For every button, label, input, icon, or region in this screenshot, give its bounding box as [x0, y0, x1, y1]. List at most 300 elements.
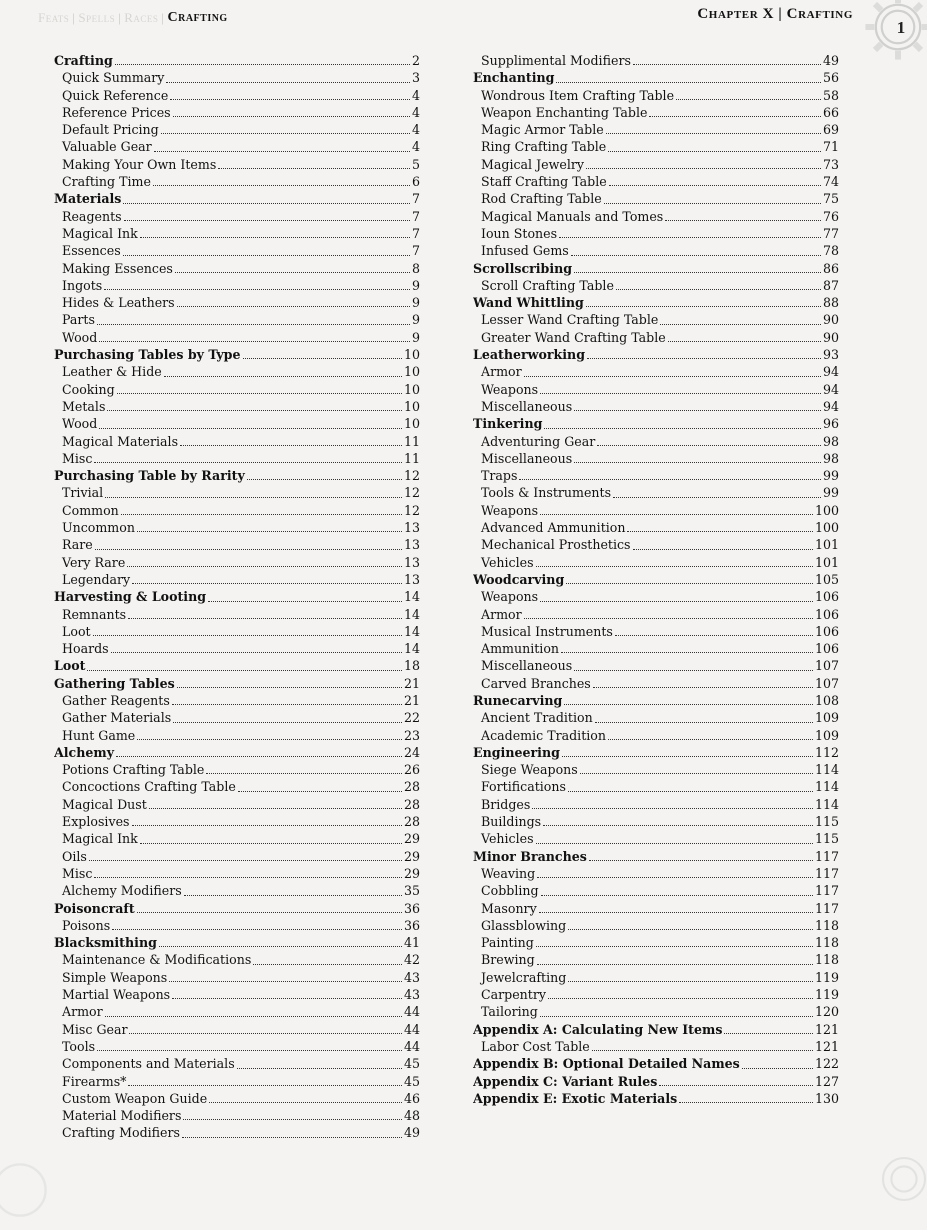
toc-entry-fortifications[interactable] [473, 778, 839, 795]
toc-entry-reagents[interactable] [54, 208, 420, 225]
toc-entry-explosives[interactable] [54, 813, 420, 830]
dot-leader [586, 306, 821, 307]
toc-entry-page: 101 [814, 554, 839, 570]
toc-entry-page: 23 [403, 727, 420, 743]
toc-entry-page: 127 [814, 1073, 839, 1089]
toc-entry-wondrous-item-crafting-table[interactable] [473, 87, 839, 104]
toc-entry-title: Misc [62, 450, 93, 466]
toc-entry-title: Blacksmithing [54, 935, 157, 951]
toc-entry-title: Loot [62, 623, 91, 639]
nav-separator: | [161, 10, 165, 25]
toc-entry-page: 46 [403, 1090, 420, 1106]
dot-leader [99, 428, 402, 429]
toc-entry-page: 10 [403, 398, 420, 414]
toc-entry-tools-instruments[interactable] [473, 484, 839, 501]
toc-entry-infused-gems[interactable] [473, 242, 839, 259]
toc-entry-rare[interactable] [54, 536, 420, 553]
dot-leader [604, 203, 821, 204]
toc-column-right [473, 52, 839, 1107]
toc-entry-page: 106 [814, 589, 839, 605]
dot-leader [589, 860, 813, 861]
toc-entry-jewelcrafting[interactable] [473, 969, 839, 986]
toc-entry-page: 9 [411, 329, 420, 345]
dot-leader [129, 1033, 401, 1034]
toc-entry-title: Fortifications [481, 779, 566, 795]
dot-leader [540, 1016, 813, 1017]
toc-entry-title: Advanced Ammunition [481, 520, 626, 536]
toc-entry-magical-ink[interactable] [54, 225, 420, 242]
toc-entry-page: 3 [411, 70, 420, 86]
toc-entry-title: Explosives [62, 814, 130, 830]
toc-entry-page: 41 [403, 935, 420, 951]
toc-entry-page: 105 [814, 571, 839, 587]
toc-entry-poisoncraft[interactable] [54, 900, 420, 917]
toc-entry-ancient-tradition[interactable] [473, 709, 839, 726]
toc-entry-vehicles[interactable] [473, 830, 839, 847]
nav-item-crafting[interactable]: Crafting [167, 10, 228, 25]
chapter-title: Chapter X | Crafting [697, 6, 853, 22]
toc-entry-page: 99 [822, 485, 839, 501]
toc-entry-armor[interactable] [54, 1003, 420, 1020]
toc-entry-ingots[interactable] [54, 277, 420, 294]
toc-entry-title: Rare [62, 537, 93, 553]
toc-entry-title: Purchasing Tables by Type [54, 347, 241, 363]
dot-leader [544, 428, 821, 429]
toc-entry-appendix-c-variant-rules[interactable] [473, 1073, 839, 1090]
toc-entry-page: 118 [814, 917, 839, 933]
toc-entry-tinkering[interactable] [473, 415, 839, 432]
nav-separator: | [72, 10, 76, 25]
toc-entry-adventuring-gear[interactable] [473, 433, 839, 450]
toc-entry-crafting-modifiers[interactable] [54, 1124, 420, 1141]
toc-entry-page: 36 [403, 917, 420, 933]
dot-leader [137, 912, 402, 913]
dot-leader [536, 843, 813, 844]
toc-entry-loot[interactable] [54, 623, 420, 640]
toc-entry-carpentry[interactable] [473, 986, 839, 1003]
toc-entry-miscellaneous[interactable] [473, 398, 839, 415]
toc-entry-wood[interactable] [54, 415, 420, 432]
toc-entry-tools[interactable] [54, 1038, 420, 1055]
toc-entry-title: Vehicles [481, 831, 534, 847]
toc-entry-page: 2 [411, 53, 420, 68]
toc-entry-page: 28 [403, 796, 420, 812]
toc-entry-title: Miscellaneous [481, 658, 573, 674]
dot-leader [137, 739, 402, 740]
toc-entry-appendix-b-optional-detailed-names[interactable] [473, 1055, 839, 1072]
toc-entry-crafting[interactable] [54, 52, 420, 69]
toc-entry-title: Carved Branches [481, 675, 591, 691]
toc-entry-enchanting[interactable] [473, 69, 839, 86]
dot-leader [140, 843, 402, 844]
dot-leader [104, 289, 410, 290]
toc-entry-potions-crafting-table[interactable] [54, 761, 420, 778]
toc-entry-magical-dust[interactable] [54, 796, 420, 813]
toc-entry-page: 109 [814, 710, 839, 726]
toc-entry-title: Mechanical Prosthetics [481, 537, 631, 553]
toc-entry-gathering-tables[interactable] [54, 675, 420, 692]
toc-entry-title: Reagents [62, 208, 122, 224]
toc-entry-title: Making Essences [62, 260, 173, 276]
toc-entry-wood[interactable] [54, 329, 420, 346]
toc-entry-rod-crafting-table[interactable] [473, 190, 839, 207]
dot-leader [540, 514, 813, 515]
nav-item-feats[interactable]: Feats [38, 10, 70, 25]
toc-entry-runecarving[interactable] [473, 692, 839, 709]
toc-entry-title: Siege Weapons [481, 762, 578, 778]
toc-entry-buildings[interactable] [473, 813, 839, 830]
toc-entry-materials[interactable] [54, 190, 420, 207]
toc-entry-page: 35 [403, 883, 420, 899]
toc-entry-title: Cooking [62, 381, 115, 397]
toc-entry-page: 43 [403, 987, 420, 1003]
toc-entry-oils[interactable] [54, 848, 420, 865]
toc-entry-brewing[interactable] [473, 951, 839, 968]
toc-entry-page: 14 [403, 623, 420, 639]
toc-entry-traps[interactable] [473, 467, 839, 484]
dot-leader [177, 306, 410, 307]
toc-entry-magical-ink[interactable] [54, 830, 420, 847]
toc-entry-page: 44 [403, 1038, 420, 1054]
toc-entry-page: 118 [814, 952, 839, 968]
toc-entry-page: 13 [403, 554, 420, 570]
toc-entry-weapons[interactable] [473, 502, 839, 519]
toc-entry-custom-weapon-guide[interactable] [54, 1090, 420, 1107]
toc-entry-page: 18 [403, 658, 420, 674]
dot-leader [568, 791, 813, 792]
toc-entry-remnants[interactable] [54, 606, 420, 623]
toc-entry-page: 98 [822, 450, 839, 466]
nav-item-races[interactable]: Races [124, 10, 159, 25]
dot-leader [616, 289, 821, 290]
toc-entry-painting[interactable] [473, 934, 839, 951]
toc-entry-title: Harvesting & Looting [54, 589, 207, 605]
dot-leader [164, 376, 402, 377]
toc-entry-concoctions-crafting-table[interactable] [54, 778, 420, 795]
toc-entry-title: Wood [62, 416, 98, 432]
dot-leader [97, 1050, 402, 1051]
dot-leader [209, 1102, 402, 1103]
toc-entry-parts[interactable] [54, 311, 420, 328]
toc-entry-essences[interactable] [54, 242, 420, 259]
toc-entry-title: Staff Crafting Table [481, 174, 607, 190]
toc-entry-bridges[interactable] [473, 796, 839, 813]
toc-entry-magical-jewelry[interactable] [473, 156, 839, 173]
dot-leader [574, 272, 821, 273]
toc-entry-making-your-own-items[interactable] [54, 156, 420, 173]
dot-leader [169, 981, 402, 982]
toc-entry-engineering[interactable] [473, 744, 839, 761]
toc-entry-title: Academic Tradition [481, 727, 606, 743]
toc-entry-title: Miscellaneous [481, 450, 573, 466]
toc-entry-title: Materials [54, 191, 122, 207]
toc-entry-carved-branches[interactable] [473, 675, 839, 692]
toc-entry-title: Appendix C: Variant Rules [473, 1073, 658, 1089]
toc-entry-tailoring[interactable] [473, 1003, 839, 1020]
toc-entry-weaving[interactable] [473, 865, 839, 882]
toc-entry-firearms[interactable] [54, 1073, 420, 1090]
dot-leader [524, 376, 821, 377]
toc-entry-academic-tradition[interactable] [473, 727, 839, 744]
toc-entry-poisons[interactable] [54, 917, 420, 934]
gear-decoration-icon [869, 1144, 927, 1214]
toc-entry-mechanical-prosthetics[interactable] [473, 536, 839, 553]
toc-entry-title: Hides & Leathers [62, 295, 175, 311]
toc-entry-title: Weaving [481, 865, 536, 881]
toc-entry-appendix-e-exotic-materials[interactable] [473, 1090, 839, 1107]
toc-entry-title: Default Pricing [62, 122, 159, 138]
dot-leader [87, 670, 401, 671]
toc-entry-page: 5 [411, 156, 420, 172]
toc-entry-misc[interactable] [54, 865, 420, 882]
dot-leader [137, 531, 402, 532]
toc-entry-hoards[interactable] [54, 640, 420, 657]
dot-leader [172, 704, 402, 705]
toc-entry-legendary[interactable] [54, 571, 420, 588]
toc-entry-material-modifiers[interactable] [54, 1107, 420, 1124]
dot-leader [660, 324, 821, 325]
toc-entry-miscellaneous[interactable] [473, 657, 839, 674]
toc-entry-page: 117 [814, 848, 839, 864]
toc-entry-page: 117 [814, 883, 839, 899]
toc-entry-page: 11 [403, 450, 420, 466]
toc-entry-loot[interactable] [54, 657, 420, 674]
dot-leader [561, 652, 813, 653]
toc-entry-page: 114 [814, 779, 839, 795]
toc-entry-quick-summary[interactable] [54, 69, 420, 86]
dot-leader [627, 531, 812, 532]
toc-entry-making-essences[interactable] [54, 260, 420, 277]
toc-entry-trivial[interactable] [54, 484, 420, 501]
toc-entry-page: 78 [822, 243, 839, 259]
toc-entry-title: Hunt Game [62, 727, 136, 743]
toc-entry-title: Weapon Enchanting Table [481, 104, 648, 120]
dot-leader [536, 946, 813, 947]
toc-entry-page: 87 [822, 277, 839, 293]
toc-entry-siege-weapons[interactable] [473, 761, 839, 778]
toc-entry-page: 44 [403, 1004, 420, 1020]
toc-entry-title: Minor Branches [473, 848, 587, 864]
toc-entry-magical-materials[interactable] [54, 433, 420, 450]
toc-entry-page: 44 [403, 1021, 420, 1037]
toc-entry-title: Very Rare [62, 554, 126, 570]
toc-entry-ammunition[interactable] [473, 640, 839, 657]
toc-entry-title: Remnants [62, 606, 127, 622]
toc-entry-title: Infused Gems [481, 243, 569, 259]
toc-entry-cooking[interactable] [54, 381, 420, 398]
toc-entry-appendix-a-calculating-new-items[interactable] [473, 1021, 839, 1038]
toc-entry-uncommon[interactable] [54, 519, 420, 536]
toc-entry-title: Scrollscribing [473, 260, 573, 276]
toc-entry-hides-leathers[interactable] [54, 294, 420, 311]
toc-entry-lesser-wand-crafting-table[interactable] [473, 311, 839, 328]
toc-entry-page: 112 [814, 744, 839, 760]
toc-entry-alchemy[interactable] [54, 744, 420, 761]
dot-leader [568, 981, 813, 982]
toc-entry-greater-wand-crafting-table[interactable] [473, 329, 839, 346]
toc-entry-page: 100 [814, 502, 839, 518]
toc-entry-page: 121 [814, 1038, 839, 1054]
toc-entry-common[interactable] [54, 502, 420, 519]
toc-entry-title: Labor Cost Table [481, 1038, 590, 1054]
toc-entry-weapons[interactable] [473, 381, 839, 398]
toc-entry-page: 10 [403, 381, 420, 397]
dot-leader [608, 151, 821, 152]
toc-entry-page: 21 [403, 692, 420, 708]
dot-leader [111, 652, 402, 653]
toc-entry-page: 43 [403, 969, 420, 985]
dot-leader [173, 722, 402, 723]
toc-entry-title: Scroll Crafting Table [481, 277, 614, 293]
toc-entry-purchasing-table-by-rarity[interactable] [54, 467, 420, 484]
toc-entry-reference-prices[interactable] [54, 104, 420, 121]
dot-leader [574, 670, 813, 671]
toc-entry-title: Wondrous Item Crafting Table [481, 87, 675, 103]
toc-entry-masonry[interactable] [473, 900, 839, 917]
toc-entry-title: Quick Reference [62, 87, 169, 103]
toc-entry-page: 12 [403, 485, 420, 501]
dot-leader [592, 1050, 813, 1051]
dot-leader [172, 998, 402, 999]
toc-entry-page: 36 [403, 900, 420, 916]
toc-entry-vehicles[interactable] [473, 554, 839, 571]
toc-entry-page: 49 [822, 53, 839, 68]
toc-entry-cobbling[interactable] [473, 882, 839, 899]
nav-item-spells[interactable]: Spells [78, 10, 116, 25]
toc-entry-page: 9 [411, 277, 420, 293]
toc-entry-page: 42 [403, 952, 420, 968]
toc-entry-page: 121 [814, 1021, 839, 1037]
toc-entry-magical-manuals-and-tomes[interactable] [473, 208, 839, 225]
toc-entry-page: 69 [822, 122, 839, 138]
toc-entry-weapon-enchanting-table[interactable] [473, 104, 839, 121]
dot-leader [116, 756, 402, 757]
toc-entry-supplimental-modifiers[interactable] [473, 52, 839, 69]
toc-entry-armor[interactable] [473, 363, 839, 380]
toc-entry-components-and-materials[interactable] [54, 1055, 420, 1072]
toc-entry-page: 90 [822, 312, 839, 328]
dot-leader [593, 687, 813, 688]
toc-entry-martial-weapons[interactable] [54, 986, 420, 1003]
toc-entry-harvesting-looting[interactable] [54, 588, 420, 605]
dot-leader [574, 462, 821, 463]
toc-entry-title: Ioun Stones [481, 225, 558, 241]
toc-entry-default-pricing[interactable] [54, 121, 420, 138]
toc-entry-scroll-crafting-table[interactable] [473, 277, 839, 294]
toc-entry-gather-materials[interactable] [54, 709, 420, 726]
toc-entry-glassblowing[interactable] [473, 917, 839, 934]
toc-entry-page: 7 [411, 208, 420, 224]
toc-entry-maintenance-modifications[interactable] [54, 951, 420, 968]
toc-entry-title: Reference Prices [62, 104, 171, 120]
toc-entry-wand-whittling[interactable] [473, 294, 839, 311]
dot-leader [587, 358, 821, 359]
toc-entry-page: 94 [822, 364, 839, 380]
dot-leader [132, 825, 402, 826]
dot-leader [559, 237, 821, 238]
toc-entry-title: Metals [62, 398, 106, 414]
toc-entry-leather-hide[interactable] [54, 363, 420, 380]
toc-entry-advanced-ammunition[interactable] [473, 519, 839, 536]
toc-entry-title: Ammunition [481, 641, 560, 657]
toc-entry-title: Poisons [62, 917, 111, 933]
dot-leader [95, 549, 402, 550]
toc-entry-valuable-gear[interactable] [54, 138, 420, 155]
toc-entry-magic-armor-table[interactable] [473, 121, 839, 138]
dot-leader [597, 445, 821, 446]
toc-entry-very-rare[interactable] [54, 554, 420, 571]
toc-entry-title: Woodcarving [473, 571, 565, 587]
toc-entry-blacksmithing[interactable] [54, 934, 420, 951]
toc-entry-title: Masonry [481, 900, 537, 916]
dot-leader [123, 203, 410, 204]
toc-entry-title: Magical Dust [62, 796, 147, 812]
toc-entry-page: 114 [814, 762, 839, 778]
toc-entry-title: Lesser Wand Crafting Table [481, 312, 659, 328]
toc-entry-miscellaneous[interactable] [473, 450, 839, 467]
toc-entry-simple-weapons[interactable] [54, 969, 420, 986]
toc-entry-title: Trivial [62, 485, 104, 501]
toc-column-left [54, 52, 420, 1142]
toc-entry-title: Gather Materials [62, 710, 172, 726]
toc-entry-page: 24 [403, 744, 420, 760]
dot-leader [184, 895, 402, 896]
dot-leader [166, 82, 410, 83]
toc-entry-page: 73 [822, 156, 839, 172]
toc-entry-alchemy-modifiers[interactable] [54, 882, 420, 899]
toc-entry-weapons[interactable] [473, 588, 839, 605]
toc-entry-gather-reagents[interactable] [54, 692, 420, 709]
toc-entry-ioun-stones[interactable] [473, 225, 839, 242]
toc-entry-labor-cost-table[interactable] [473, 1038, 839, 1055]
toc-entry-scrollscribing[interactable] [473, 260, 839, 277]
dot-leader [89, 860, 402, 861]
toc-entry-leatherworking[interactable] [473, 346, 839, 363]
toc-entry-page: 120 [814, 1004, 839, 1020]
dot-leader [532, 808, 813, 809]
toc-entry-ring-crafting-table[interactable] [473, 138, 839, 155]
toc-entry-quick-reference[interactable] [54, 87, 420, 104]
toc-entry-title: Alchemy Modifiers [62, 883, 182, 899]
toc-entry-page: 13 [403, 537, 420, 553]
toc-entry-title: Making Your Own Items [62, 156, 217, 172]
toc-entry-crafting-time[interactable] [54, 173, 420, 190]
dot-leader [180, 445, 402, 446]
dot-leader [564, 704, 813, 705]
toc-entry-woodcarving[interactable] [473, 571, 839, 588]
toc-entry-metals[interactable] [54, 398, 420, 415]
toc-entry-minor-branches[interactable] [473, 848, 839, 865]
toc-entry-musical-instruments[interactable] [473, 623, 839, 640]
toc-entry-hunt-game[interactable] [54, 727, 420, 744]
toc-entry-page: 6 [411, 174, 420, 190]
dot-leader [121, 514, 402, 515]
toc-entry-armor[interactable] [473, 606, 839, 623]
toc-entry-misc-gear[interactable] [54, 1021, 420, 1038]
toc-entry-page: 86 [822, 260, 839, 276]
toc-entry-page: 117 [814, 900, 839, 916]
toc-entry-page: 114 [814, 796, 839, 812]
dot-leader [128, 618, 402, 619]
toc-entry-staff-crafting-table[interactable] [473, 173, 839, 190]
toc-entry-page: 96 [822, 416, 839, 432]
toc-entry-page: 10 [403, 364, 420, 380]
toc-entry-purchasing-tables-by-type[interactable] [54, 346, 420, 363]
dot-leader [586, 168, 821, 169]
toc-entry-title: Weapons [481, 589, 539, 605]
toc-entry-misc[interactable] [54, 450, 420, 467]
dot-leader [173, 116, 410, 117]
